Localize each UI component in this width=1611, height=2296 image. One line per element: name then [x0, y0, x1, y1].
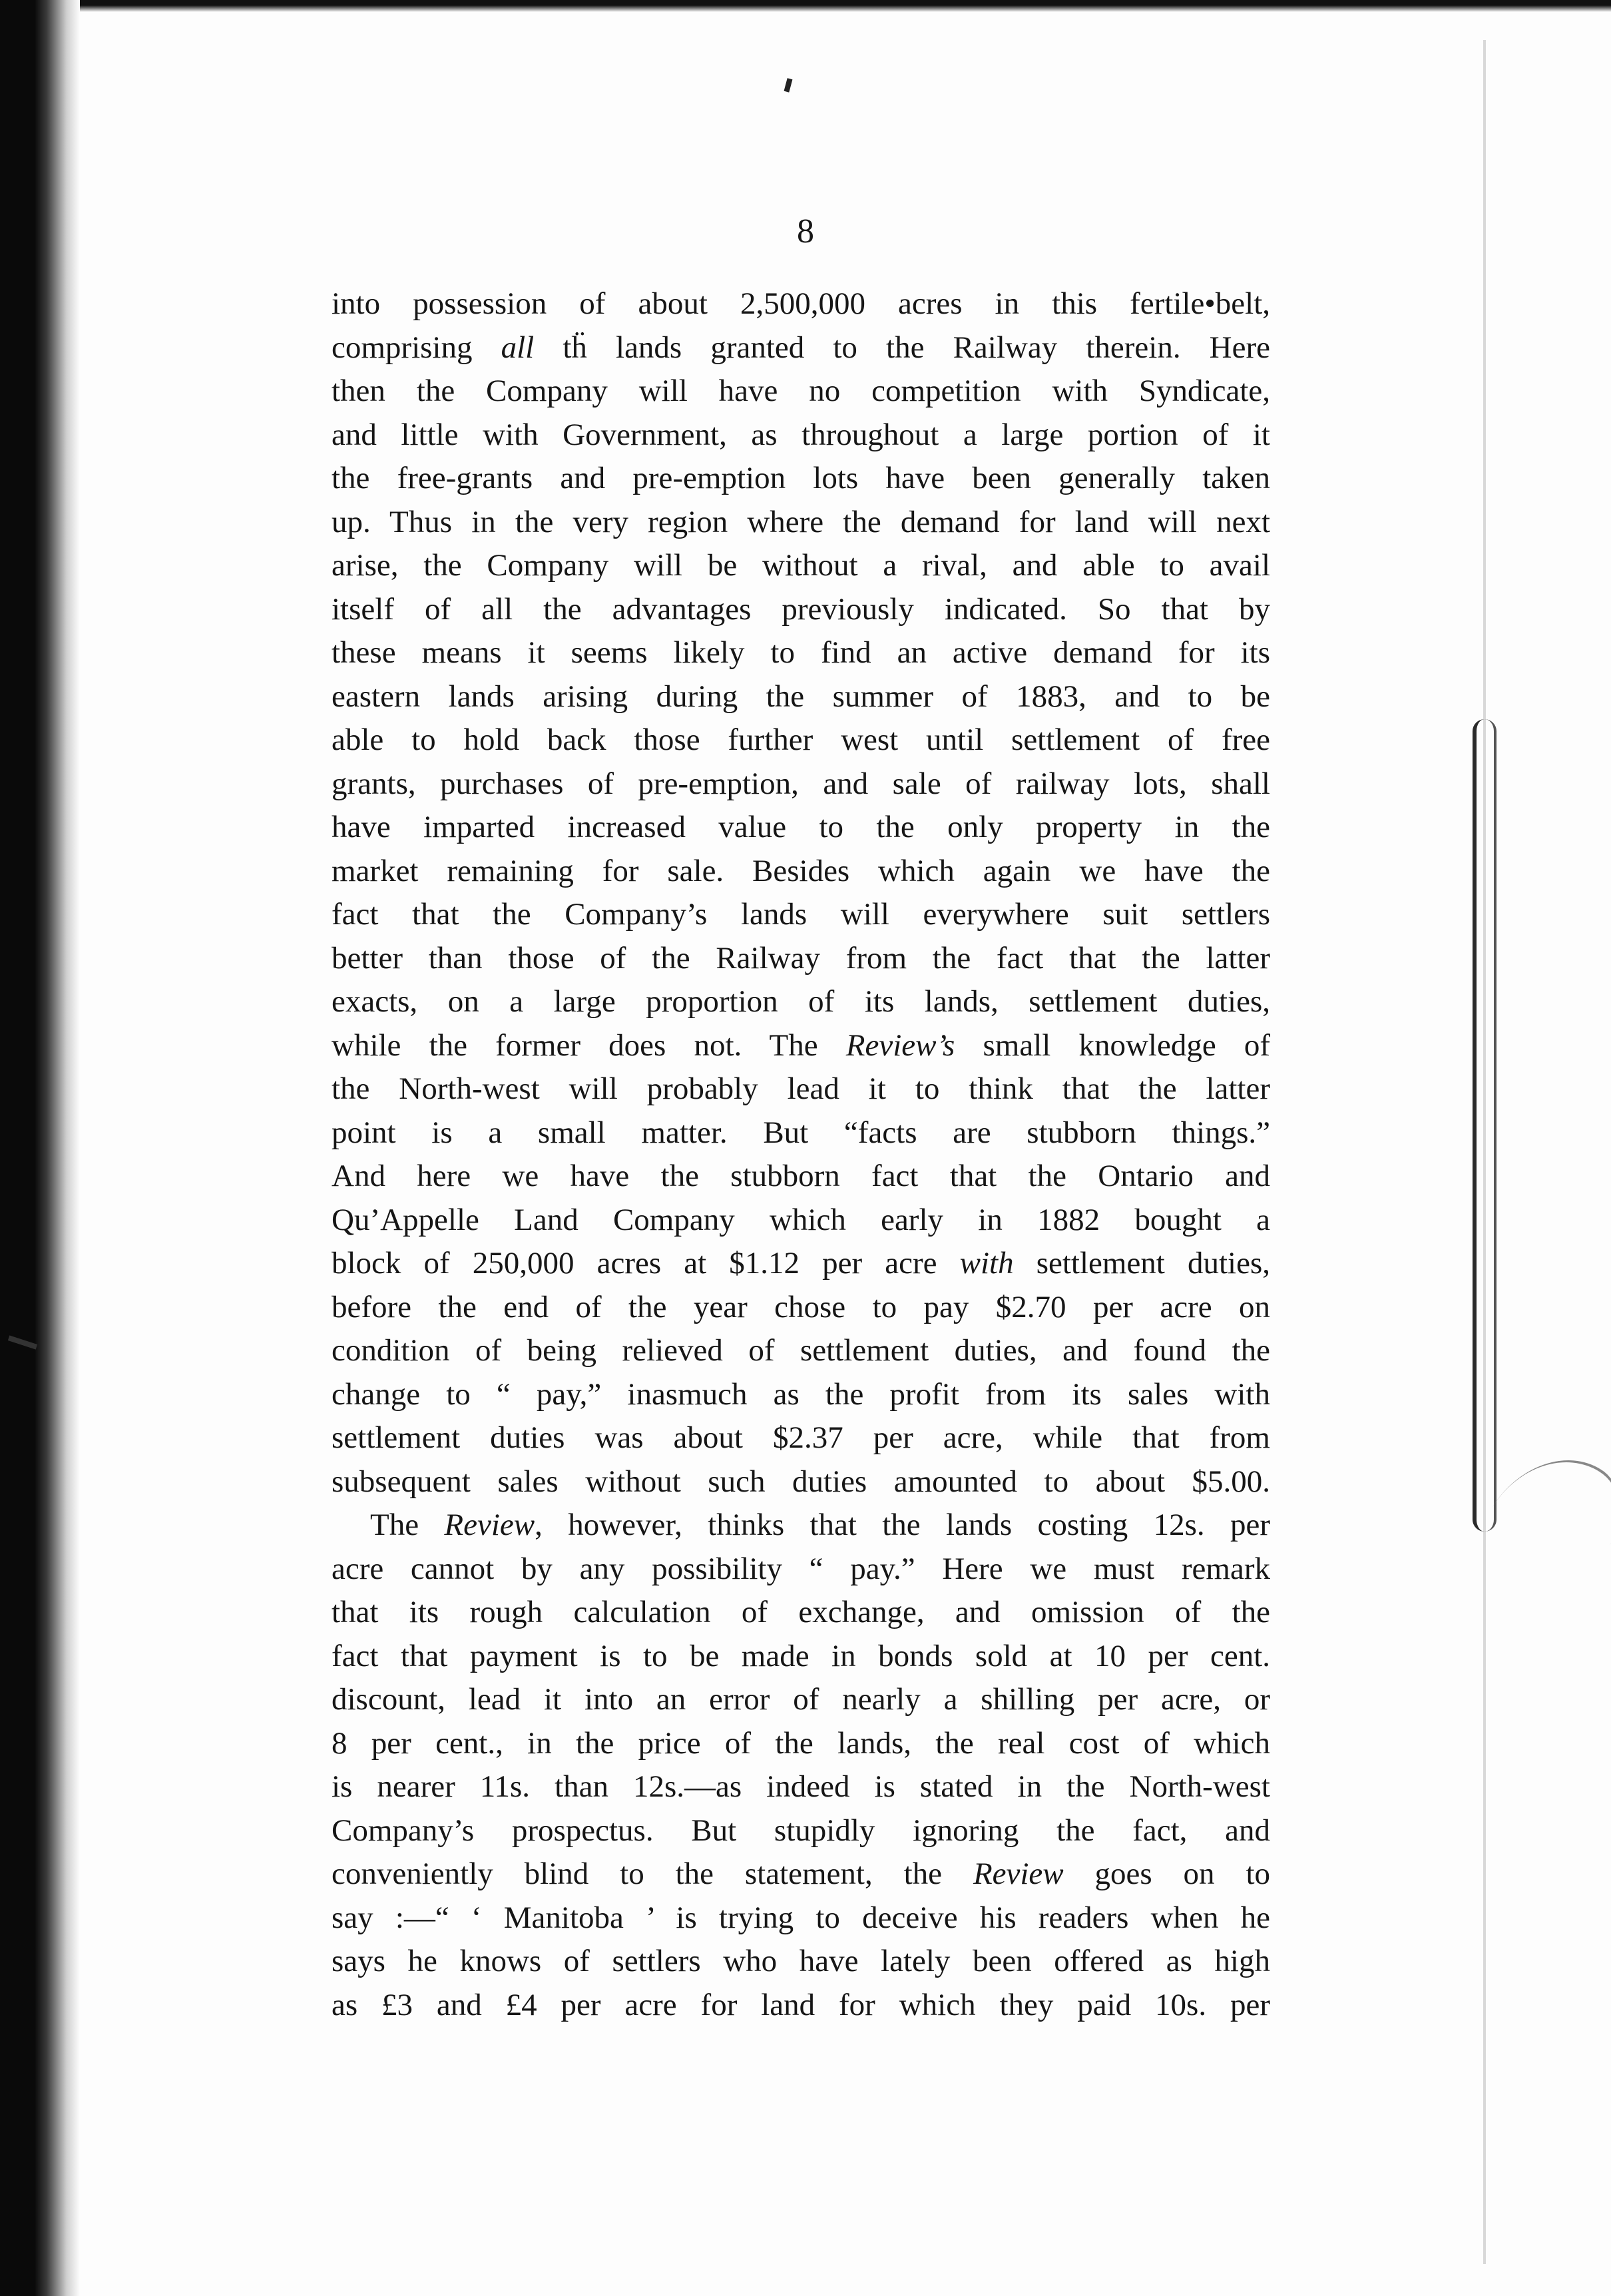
text-line	[332, 1067, 1270, 1111]
text-line	[332, 806, 1270, 850]
text-segment: up. Thus in the very region where the demand for land will next	[332, 504, 1270, 539]
text-segment: eastern lands arising during the summer of 1883, and to be	[332, 679, 1270, 714]
text-segment: change to “ pay,” inasmuch as the profit from its sales with	[332, 1376, 1270, 1412]
text-segment: block of 250,000 acres at $1.12 per acre	[332, 1246, 960, 1281]
text-segment: arise, the Company will be without a rival, and able to avail	[332, 548, 1270, 583]
text-segment: tḧ lands granted to the Railway therein. Here	[534, 330, 1270, 365]
text-line	[332, 1111, 1270, 1155]
text-segment: conveniently blind to the statement, the	[332, 1857, 973, 1891]
text-segment: before the end of the year chose to pay $2.70 per acre on	[332, 1289, 1270, 1324]
text-segment: point is a small matter. But “facts are stubborn things.”	[332, 1115, 1270, 1150]
text-line	[332, 1373, 1270, 1417]
text-line	[332, 893, 1270, 937]
text-segment: grants, purchases of pre-emption, and sale of railway lots, shall	[332, 766, 1270, 801]
text-line	[332, 1809, 1270, 1853]
text-segment: that its rough calculation of exchange, and omission of the	[332, 1595, 1270, 1629]
text-segment: market remaining for sale. Besides which again we have the	[332, 853, 1270, 888]
text-line	[332, 1286, 1270, 1330]
text-line	[332, 1155, 1270, 1199]
text-segment: the free-grants and pre-emption lots have been generally taken	[332, 461, 1270, 495]
text-line	[332, 1853, 1270, 1896]
text-segment: exacts, on a large proportion of its lands, settlement duties,	[332, 984, 1270, 1019]
text-segment: , however, thinks that the lands costing 12s. per	[535, 1508, 1270, 1542]
text-line	[332, 457, 1270, 501]
text-segment: settlement duties was about $2.37 per acre, while that from	[332, 1420, 1270, 1455]
italic-text: all	[501, 330, 535, 365]
text-line	[332, 370, 1270, 414]
text-line	[332, 631, 1270, 675]
text-segment: fact that the Company’s lands will everywhere suit settlers	[332, 897, 1270, 932]
text-line	[332, 1722, 1270, 1766]
text-segment: better than those of the Railway from the fact that the latter	[332, 940, 1270, 976]
text-segment: comprising	[332, 330, 501, 365]
text-segment: fact that payment is to be made in bonds sold at 10 per cent.	[332, 1638, 1270, 1673]
text-line	[332, 1416, 1270, 1460]
text-line	[332, 980, 1270, 1024]
text-segment: goes on to	[1063, 1857, 1271, 1891]
italic-text: Review	[444, 1508, 535, 1542]
text-line	[332, 414, 1270, 457]
text-segment: into possession of about 2,500,000 acres in this fertile•belt,	[332, 286, 1270, 321]
text-line	[332, 1199, 1270, 1243]
text-line	[332, 1024, 1270, 1068]
text-segment: is nearer 11s. than 12s.—as indeed is stated in the North-west	[332, 1769, 1270, 1804]
text-segment: then the Company will have no competition with Syndicate,	[332, 374, 1270, 408]
text-segment: acre cannot by any possibility “ pay.” Here we must remark	[332, 1551, 1270, 1586]
top-scan-border	[0, 0, 1611, 12]
text-line	[332, 1329, 1270, 1373]
text-line	[332, 544, 1270, 588]
text-segment: Company’s prospectus. But stupidly ignoring the fact, and	[332, 1813, 1270, 1848]
text-segment: and little with Government, as throughout a large portion of it	[332, 417, 1270, 452]
ink-mark	[784, 78, 793, 92]
text-line	[332, 1460, 1270, 1504]
italic-text: Review	[973, 1857, 1064, 1891]
text-segment: the North-west will probably lead it to think that the latter	[332, 1071, 1270, 1106]
text-line	[332, 282, 1270, 326]
text-line	[332, 1242, 1270, 1286]
text-line	[332, 1591, 1270, 1635]
text-line	[332, 1548, 1270, 1591]
text-line	[332, 1635, 1270, 1679]
text-segment: The	[370, 1508, 445, 1542]
text-line	[332, 1765, 1270, 1809]
text-line	[332, 718, 1270, 762]
binding-edge	[0, 0, 80, 2296]
italic-text: with	[959, 1246, 1014, 1281]
text-line	[332, 1984, 1270, 2028]
text-segment: while the former does not. The	[332, 1027, 846, 1063]
body-text	[332, 282, 1270, 2027]
text-line	[332, 850, 1270, 894]
text-segment: discount, lead it into an error of nearly a shilling per acre, or	[332, 1682, 1270, 1717]
text-segment: able to hold back those further west until settlement of free	[332, 722, 1270, 757]
text-line	[332, 1678, 1270, 1722]
text-segment: says he knows of settlers who have lately been offered as high	[332, 1944, 1270, 1978]
text-segment: settlement duties,	[1013, 1246, 1270, 1281]
text-segment: as £3 and £4 per acre for land for which they paid 10s. per	[332, 1987, 1270, 2022]
text-segment: condition of being relieved of settlement duties, and found the	[332, 1333, 1270, 1368]
text-segment: small knowledge of	[955, 1027, 1270, 1063]
text-line	[332, 675, 1270, 719]
text-segment: say :—“ ‘ Manitoba ’ is trying to deceive his readers when he	[332, 1900, 1270, 1935]
text-line	[332, 762, 1270, 806]
text-line	[332, 501, 1270, 545]
text-line	[332, 937, 1270, 981]
page-number: 8	[797, 212, 814, 250]
text-segment: have imparted increased value to the only property in the	[332, 810, 1270, 844]
italic-text: Review’s	[845, 1027, 955, 1063]
text-line	[332, 1896, 1270, 1940]
text-segment: And here we have the stubborn fact that the Ontario and	[332, 1159, 1270, 1193]
text-segment: 8 per cent., in the price of the lands, the real cost of which	[332, 1725, 1270, 1761]
text-segment: these means it seems likely to find an active demand for its	[332, 635, 1270, 670]
text-segment: subsequent sales without such duties amounted to about $5.00.	[332, 1464, 1270, 1499]
binding-string	[1473, 719, 1496, 1532]
text-segment: itself of all the advantages previously indicated. So that by	[332, 591, 1270, 627]
text-line	[332, 326, 1270, 370]
text-line	[332, 1504, 1270, 1548]
text-line	[332, 1940, 1270, 1984]
text-line	[332, 588, 1270, 632]
text-segment: Qu’Appelle Land Company which early in 1882 bought a	[332, 1202, 1270, 1237]
